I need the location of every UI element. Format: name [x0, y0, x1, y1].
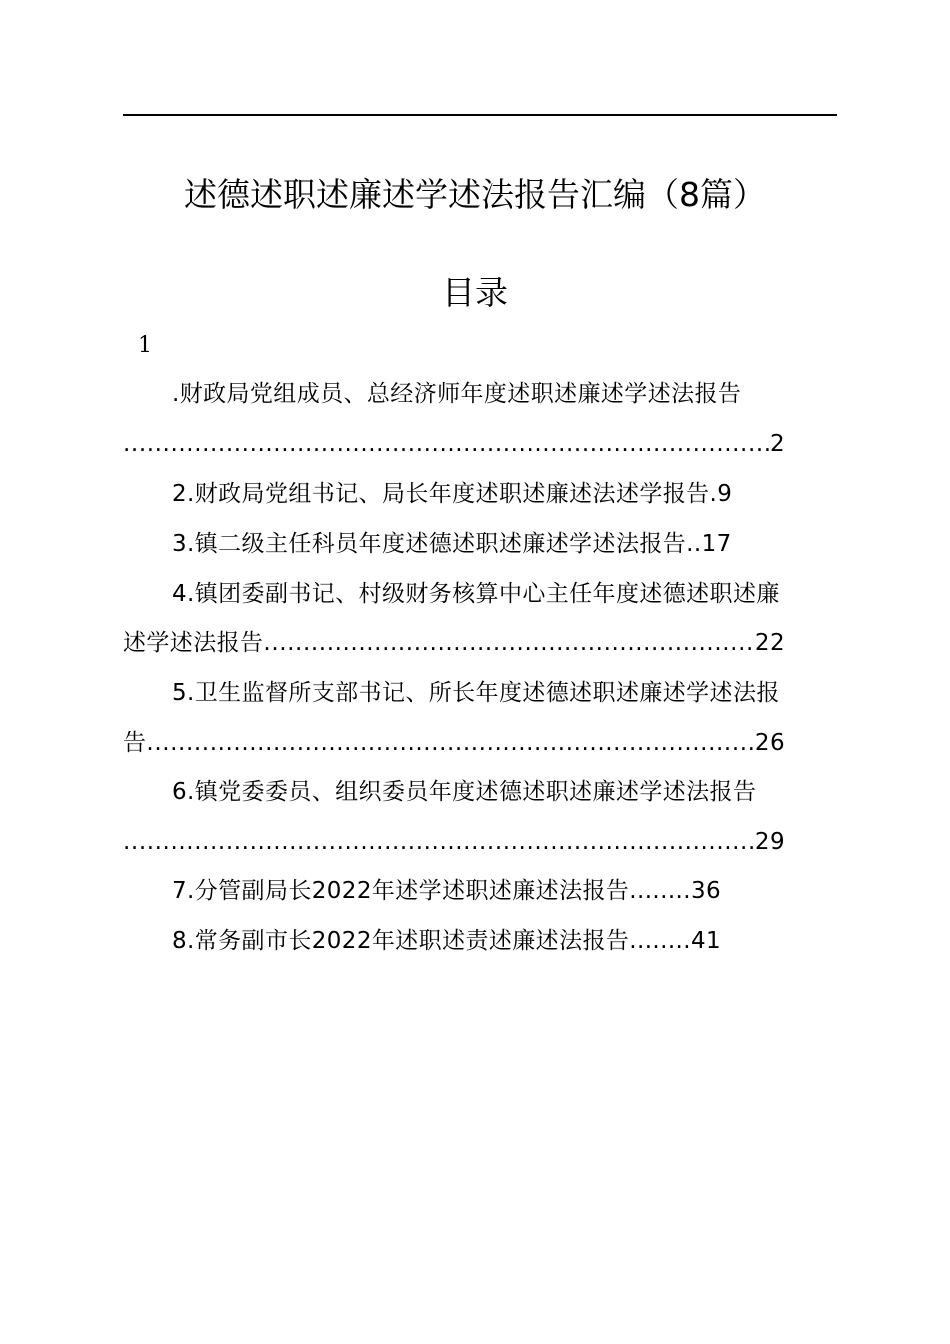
orphan-list-number: 1 — [138, 333, 152, 358]
dot-leader — [123, 824, 755, 860]
toc-entry-4-leader[interactable] — [123, 625, 785, 661]
dot-leader — [123, 426, 770, 462]
toc-entry-4-title-cont: 述学述法报告 — [123, 630, 264, 656]
document-title: 述德述职述廉述学述法报告汇编（8篇） — [184, 175, 766, 214]
dot-leader — [146, 725, 755, 761]
toc-entry-4-page: 22 — [754, 630, 785, 656]
toc-entry-6-page: 29 — [754, 829, 785, 855]
dot-leader — [263, 625, 755, 661]
toc-entry-2[interactable]: 2.财政局党组书记、局长年度述职述廉述法述学报告.9 — [172, 481, 733, 507]
toc-entry-1-title[interactable]: .财政局党组成员、总经济师年度述职述廉述学述法报告 — [172, 381, 742, 407]
toc-entry-6-title[interactable]: 6.镇党委委员、组织委员年度述德述职述廉述学述法报告 — [172, 779, 757, 805]
toc-entry-5-leader[interactable] — [123, 725, 785, 761]
toc-entry-1-page: 2 — [769, 431, 785, 457]
toc-entry-5-page: 26 — [754, 730, 785, 756]
toc-entry-7[interactable]: 7.分管副局长2022年述学述职述廉述法报告........36 — [172, 878, 722, 904]
toc-heading: 目录 — [442, 273, 508, 312]
header-rule — [123, 114, 837, 116]
toc-entry-3[interactable]: 3.镇二级主任科员年度述德述职述廉述学述法报告..17 — [172, 531, 732, 557]
toc-entry-5-title[interactable]: 5.卫生监督所支部书记、所长年度述德述职述廉述学述法报 — [172, 680, 780, 706]
toc-entry-4-title[interactable]: 4.镇团委副书记、村级财务核算中心主任年度述德述职述廉 — [172, 581, 780, 607]
toc-entry-1-leader[interactable] — [123, 426, 785, 462]
toc-entry-5-title-cont: 告 — [123, 730, 147, 756]
toc-entry-6-leader[interactable] — [123, 824, 785, 860]
toc-entry-8[interactable]: 8.常务副市长2022年述职述责述廉述法报告........41 — [172, 928, 722, 954]
